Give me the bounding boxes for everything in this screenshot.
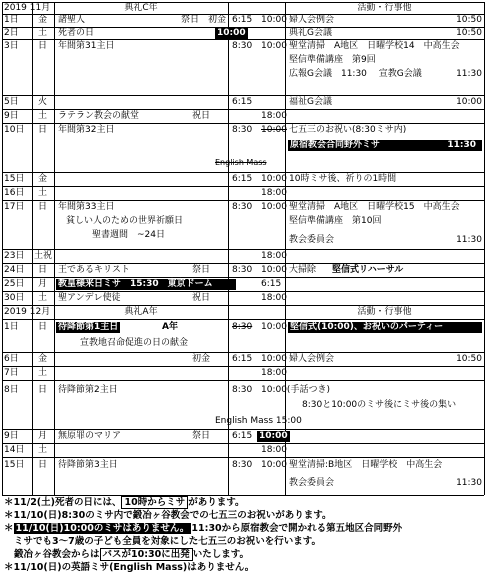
nov-celebration: 年間第32主日 — [58, 125, 115, 135]
nov-mass-time: 18:00 — [261, 111, 287, 121]
nov-event-time: 10:50 — [456, 28, 482, 38]
nov-mass-time: 6:15 — [261, 279, 282, 289]
dec-mass-time-highlight: 10:00 — [259, 431, 288, 441]
nov-month-label: 2019 11月 — [4, 3, 51, 13]
dec-celebration: 無原罪のマリア — [58, 431, 122, 441]
dec-event-line2: 8:30と10:00のミサ後にミサ後の集い — [302, 400, 457, 410]
dec-mass-time: 18:00 — [261, 368, 287, 378]
nov-mass-time: 10:00 — [261, 41, 287, 51]
dec-weekday: 日 — [38, 460, 48, 470]
nov-day: 24日 — [4, 265, 25, 275]
note-text: ＊11/2(土)死者の日には、 — [4, 497, 122, 508]
nov-celebration: 王であるキリスト — [58, 265, 130, 275]
nov-celebration-line3: 聖書週間 ~24日 — [92, 230, 165, 240]
nov-mass-time: 6:15 — [232, 174, 253, 184]
nov-mass-time: 10:00 — [261, 202, 287, 212]
dec-events-header: 活動・行事他 — [357, 307, 412, 317]
dec-mass-time: 18:00 — [261, 445, 287, 455]
nov-mass-time-highlight: 10:00 — [217, 28, 246, 38]
nov-english-mass-cancelled: English Mass — [215, 158, 267, 167]
nov-event-line3: 広報G会議 11:30 宣教G会議 — [289, 69, 422, 79]
dec-event-line3: 教会委員会 — [289, 478, 335, 488]
nov-event: 聖堂清掃 A地区 日曜学校14 中高生会 — [289, 41, 460, 51]
nov-day: 23日 — [4, 251, 25, 261]
note-line: ＊11/10(日)の英語ミサ(English Mass)はありません。 — [4, 562, 255, 573]
dec-celebration-line2: 宣教地召命促進の日の献金 — [80, 338, 189, 348]
nov-events-header: 活動・行事他 — [357, 3, 412, 13]
nov-celebration: 年間第31主日 — [58, 41, 115, 51]
nov-day: 3日 — [4, 41, 19, 51]
nov-event: 婦人会例会 — [289, 15, 335, 25]
nov-weekday: 金 — [38, 15, 48, 25]
nov-day: 2日 — [4, 28, 19, 38]
nov-day: 1日 — [4, 15, 19, 25]
nov-weekday: 土 — [38, 293, 48, 303]
note-line — [4, 548, 482, 561]
nov-celebration: 諸聖人 — [58, 15, 86, 25]
nov-day: 25日 — [4, 279, 25, 289]
dec-day: 15日 — [4, 460, 25, 470]
nov-weekday: 日 — [38, 202, 48, 212]
nov-celebration-line2: 貧しい人のための世界祈願日 — [66, 216, 184, 226]
nov-mass-time-cancelled: 10:00 — [261, 125, 287, 135]
dec-mass-time: 10:00(手話つき) — [261, 385, 330, 395]
note-boxed-text: 10時からミサ — [121, 496, 188, 509]
nov-weekday: 金 — [38, 174, 48, 184]
dec-mass-time: 10:00 — [261, 460, 287, 470]
nov-weekday: 月 — [38, 279, 48, 289]
dec-weekday: 日 — [38, 322, 48, 332]
nov-day: 16日 — [4, 188, 25, 198]
dec-day: 14日 — [4, 445, 25, 455]
nov-celebration-tag: 祭日 初金 — [180, 15, 226, 25]
nov-papal-mass-banner: 教皇様来日ミサ 15:30 東京ドーム — [56, 279, 236, 290]
dec-celebration-tag: 初金 — [191, 354, 210, 364]
nov-weekday: 日 — [38, 265, 48, 275]
nov-celebration-tag: 祭日 — [191, 265, 210, 275]
dec-confirmation-banner: 堅信式(10:00)、お祝いのパーティー — [288, 322, 482, 333]
note-text: 11:30から原宿教会で開かれる第五地区合同野外 — [191, 523, 403, 534]
nov-event-time: 10:00 — [456, 97, 482, 107]
nov-celebration: ラテラン教会の献堂 — [58, 111, 140, 121]
nov-mass-time: 6:15 — [232, 15, 253, 25]
dec-liturgy-year: 典礼A年 — [124, 307, 158, 317]
note-line — [4, 496, 482, 509]
nov-weekday: 土 — [38, 111, 48, 121]
dec-weekday: 日 — [38, 385, 48, 395]
dec-day: 7日 — [4, 368, 19, 378]
note-line — [4, 522, 482, 535]
nov-event: 典礼G会議 — [289, 28, 332, 38]
note-line: ＊11/10(日)8:30のミサ内で鍛冶ヶ谷教会での七五三のお祝いがあります。 — [4, 510, 332, 521]
note-line: ミサでも3～7歳の子ども全員を対象にした七五三のお祝いを行います。 — [14, 536, 321, 547]
nov-mass-time: 18:00 — [261, 188, 287, 198]
dec-celebration: 待降節第3主日 — [58, 460, 118, 470]
dec-weekday: 金 — [38, 354, 48, 364]
nov-event: 10時ミサ後、祈りの1時間 — [289, 174, 397, 184]
nov-mass-time: 8:30 — [232, 202, 253, 212]
dec-celebration-tag: 祭日 — [191, 431, 210, 441]
nov-mass-time: 6:15 — [232, 97, 253, 107]
schedule-sheet — [2, 2, 484, 572]
nov-event-line2: 堅信準備講座 第9回 — [289, 55, 376, 65]
dec-day: 8日 — [4, 385, 19, 395]
note-boxed-text: バスが10:30に出発 — [100, 548, 193, 561]
nov-event: 七五三のお祝い(8:30ミサ内) — [289, 125, 407, 135]
nov-celebration-tag: 祝日 — [191, 293, 210, 303]
nov-event: 大掃除 — [289, 265, 317, 275]
note-text: いたします。 — [192, 549, 250, 560]
nov-event: 聖堂清掃 A地区 日曜学校15 中高生会 — [289, 202, 460, 212]
dec-event: 婦人会例会 — [289, 354, 335, 364]
nov-day: 30日 — [4, 293, 25, 303]
dec-day: 9日 — [4, 431, 19, 441]
nov-event-line3: 教会委員会 — [289, 235, 335, 245]
nov-day: 9日 — [4, 111, 19, 121]
dec-mass-time-cancelled: 8:30 — [232, 322, 253, 332]
nov-celebration: 年間第33主日 — [58, 202, 115, 212]
nov-day: 5日 — [4, 97, 19, 107]
nov-mass-time: 8:30 — [232, 265, 253, 275]
dec-weekday: 土 — [38, 368, 48, 378]
dec-day: 1日 — [4, 322, 19, 332]
nov-weekday: 土祝 — [34, 251, 53, 261]
nov-mass-time: 10:00 — [261, 15, 287, 25]
nov-event: 福祉G会議 — [289, 97, 332, 107]
dec-event: 聖堂清掃:B地区 日曜学校 中高生会 — [289, 460, 443, 470]
dec-english-mass: English Mass 15:00 — [215, 416, 302, 426]
dec-mass-time: 10:00 — [261, 322, 287, 332]
nov-weekday: 火 — [38, 97, 48, 107]
nov-mass-time: 18:00 — [261, 293, 287, 303]
nov-event-time: 11:30 — [456, 235, 482, 245]
nov-joint-mass-banner — [288, 140, 482, 151]
nov-mass-time: 8:30 — [232, 125, 253, 135]
dec-event-time: 10:50 — [456, 354, 482, 364]
dec-mass-time: 8:30 — [232, 385, 253, 395]
nov-day: 10日 — [4, 125, 25, 135]
dec-mass-time: 6:15 — [232, 354, 253, 364]
nov-weekday: 土 — [38, 28, 48, 38]
dec-weekday: 土 — [38, 445, 48, 455]
nov-celebration-tag: 祝日 — [191, 111, 210, 121]
note-text: ＊ — [4, 523, 14, 534]
notes-section — [4, 496, 482, 574]
nov-mass-time: 10:00 — [261, 265, 287, 275]
nov-mass-time: 18:00 — [261, 251, 287, 261]
dec-event-time: 11:30 — [456, 478, 482, 488]
nov-event-time: 11:30 — [456, 69, 482, 79]
dec-mass-time: 10:00 — [261, 354, 287, 364]
nov-event-bold: 堅信式リハーサル — [332, 265, 404, 275]
note-text: 鍛冶ヶ谷教会からは — [14, 549, 100, 560]
dec-weekday: 月 — [38, 431, 48, 441]
note-highlight: 11/10(日)10:00のミサはありません。 — [15, 523, 190, 534]
dec-month-label: 2019 12月 — [4, 307, 51, 317]
nov-joint-mass-time: 11:30 — [447, 140, 476, 150]
dec-mass-time: 6:15 — [232, 431, 253, 441]
note-text: があります。 — [188, 497, 245, 508]
nov-day: 17日 — [4, 202, 25, 212]
nov-celebration: 聖アンデレ使徒 — [58, 293, 121, 303]
dec-celebration-tag: A年 — [162, 322, 178, 332]
nov-weekday: 日 — [38, 125, 48, 135]
nov-weekday: 日 — [38, 41, 48, 51]
nov-event-line2: 堅信準備講座 第10回 — [289, 216, 382, 226]
nov-mass-time: 10:00 — [261, 174, 287, 184]
nov-joint-mass-label: 原宿教会合同野外ミサ — [290, 140, 381, 150]
nov-weekday: 土 — [38, 188, 48, 198]
dec-day: 6日 — [4, 354, 19, 364]
nov-mass-time: 8:30 — [232, 41, 253, 51]
nov-event-time: 10:50 — [456, 15, 482, 25]
dec-celebration: 待降節第2主日 — [58, 385, 118, 395]
nov-celebration: 死者の日 — [58, 28, 95, 38]
nov-liturgy-year: 典礼C年 — [124, 3, 158, 13]
nov-day: 15日 — [4, 174, 25, 184]
dec-celebration-highlight: 待降節第1主日 — [58, 322, 119, 332]
dec-mass-time: 8:30 — [232, 460, 253, 470]
